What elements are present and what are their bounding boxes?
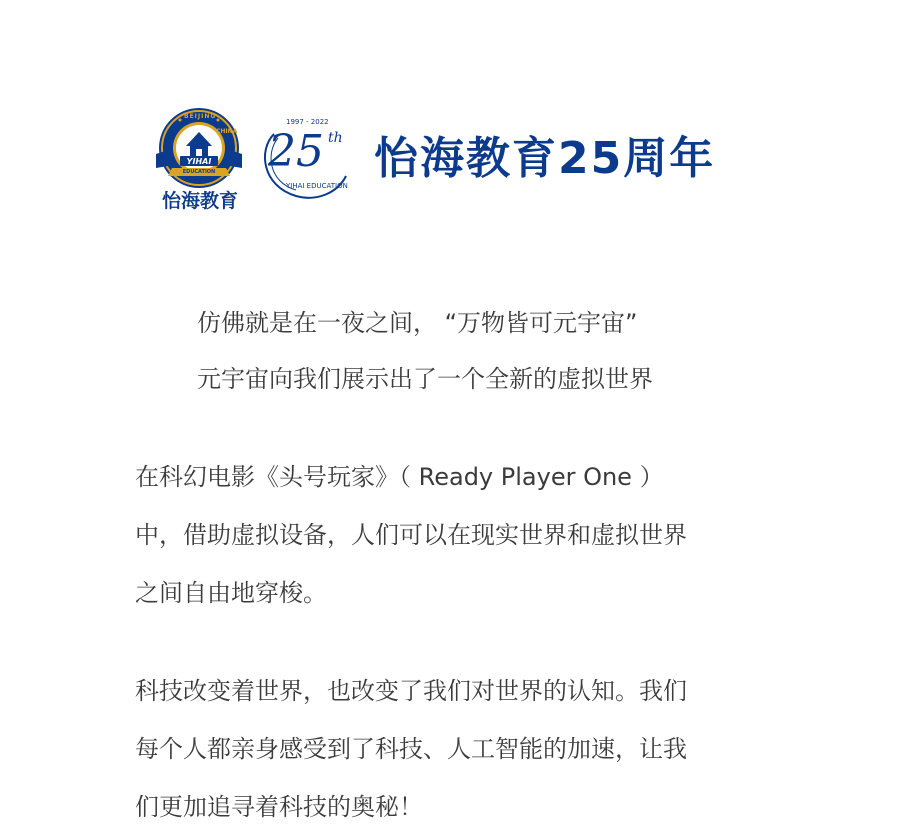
paragraph-2-line: 们更加追寻着科技的奥秘！ <box>135 793 423 821</box>
intro-line-1: 仿佛就是在一夜之间， “万物皆可元宇宙” <box>197 309 638 337</box>
seal-ring-right-text: CHINA <box>216 128 238 135</box>
seal-caption: 怡海教育 <box>161 190 238 212</box>
page-title: 怡海教育25周年 <box>374 133 716 184</box>
anniversary-suffix: th <box>328 130 343 146</box>
paragraph-1 <box>135 448 775 622</box>
anniversary-25th-logo <box>256 116 356 202</box>
paragraph-1-line: 之间自由地穿梭。 <box>135 579 327 607</box>
anniversary-number: 25 <box>268 126 324 177</box>
paragraph-1-line: 在科幻电影《头号玩家》（ Ready Player One ） <box>135 463 664 491</box>
paragraph-2-line: 科技改变着世界，也改变了我们对世界的认知。我们 <box>135 677 687 705</box>
seal-center-text: YIHAI <box>186 157 212 166</box>
paragraph-2 <box>135 662 775 836</box>
anniversary-ring-text: YIHAI EDUCATION <box>286 182 348 190</box>
intro-line-2: 元宇宙向我们展示出了一个全新的虚拟世界 <box>197 365 653 393</box>
paragraph-2-line: 每个人都亲身感受到了科技、人工智能的加速，让我 <box>135 735 687 763</box>
paragraph-1-line: 中，借助虚拟设备，人们可以在现实世界和虚拟世界 <box>135 521 687 549</box>
header-banner <box>0 0 900 240</box>
seal-ring-top-text: BEIJING <box>184 113 217 120</box>
seal-ring-bottom-text: EDUCATION <box>182 169 216 175</box>
anniversary-years: 1997 - 2022 <box>286 118 329 126</box>
